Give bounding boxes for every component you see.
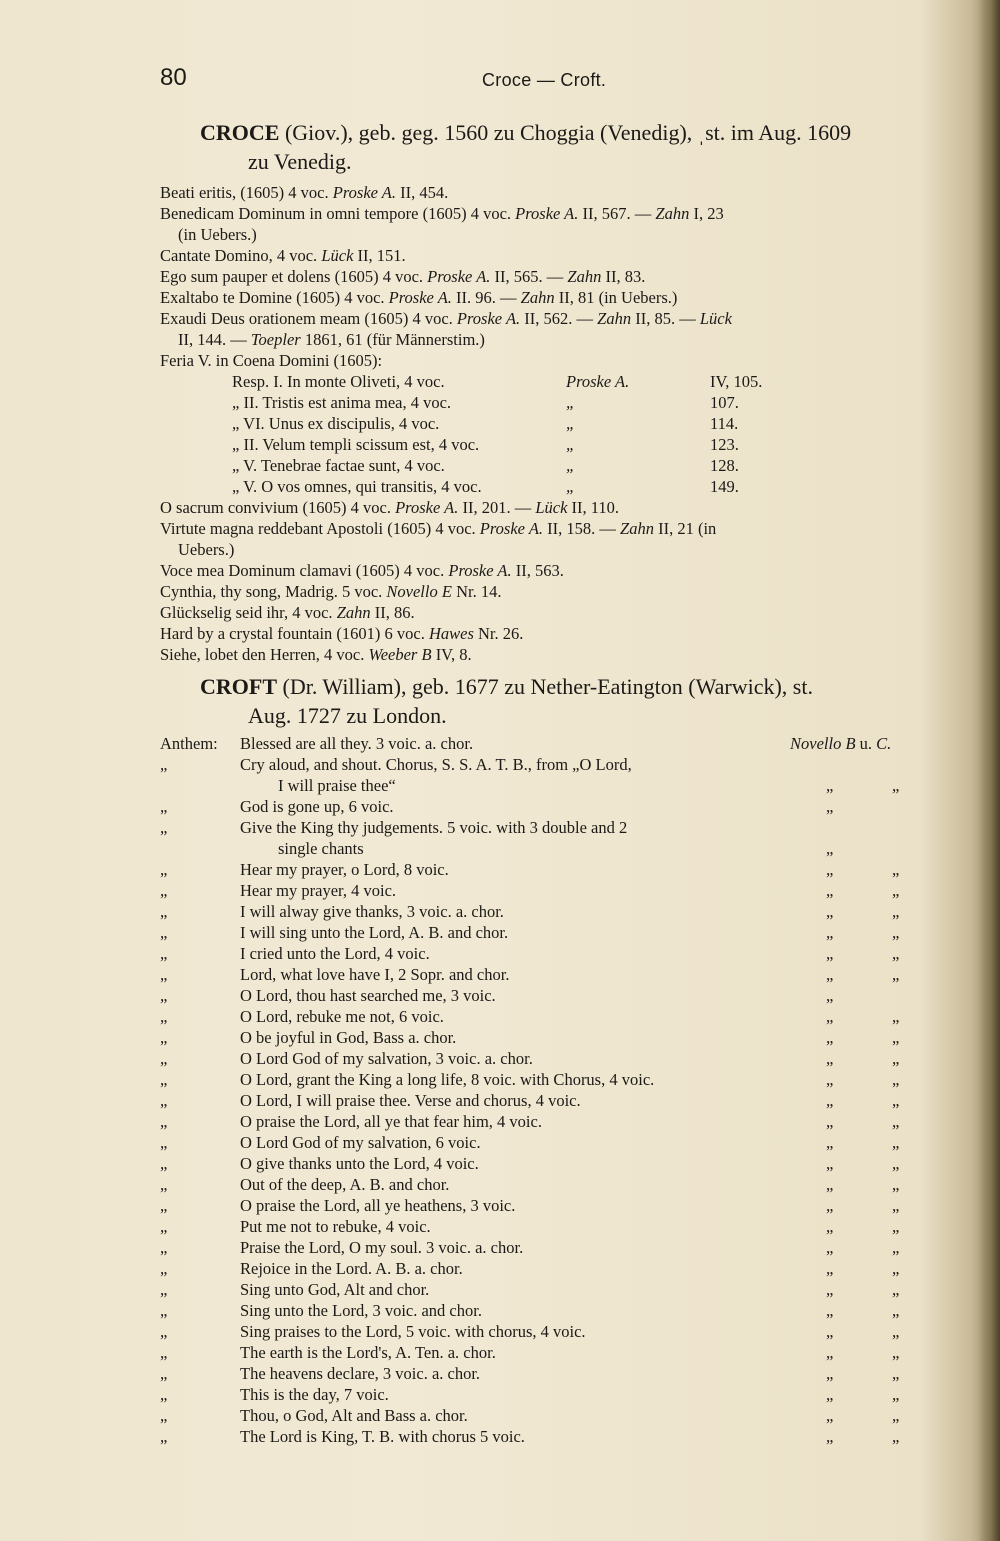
source-detail: II, 565. — (490, 267, 568, 286)
work-entry (160, 644, 940, 665)
source-ref: Toepler (250, 330, 301, 349)
work-title: Hard by a crystal fountain (1601) 6 voc. (160, 624, 429, 643)
ditto-mark: „ (826, 1154, 834, 1173)
work-entry (160, 245, 940, 266)
responsorium-title: „ II. Velum templi scissum est, 4 voc. (232, 435, 480, 454)
ditto-mark: „ (826, 1049, 834, 1068)
anthem-lead: „ (160, 1364, 168, 1383)
anthem-row (160, 1405, 940, 1426)
responsorium-source: „ (566, 477, 576, 496)
ditto-mark: „ (826, 1196, 834, 1215)
anthem-list (160, 733, 940, 1447)
anthem-row (160, 901, 940, 922)
anthem-title: This is the day, 7 voic. (240, 1385, 389, 1404)
work-title: Ego sum pauper et dolens (1605) 4 voc. (160, 267, 428, 286)
croft-heading (200, 672, 940, 730)
responsorium-title: „ II. Tristis est anima mea, 4 voc. (232, 393, 452, 412)
anthem-lead: „ (160, 965, 168, 984)
responsorium-row (232, 371, 792, 392)
ditto-mark: „ (892, 860, 900, 879)
responsorium-title: „ V. Tenebrae factae sunt, 4 voc. (232, 456, 445, 475)
source-detail: Nr. 14. (451, 582, 502, 601)
running-title: Croce — Croft. (482, 70, 607, 90)
ditto-mark: „ (826, 881, 834, 900)
anthem-title: Sing unto the Lord, 3 voic. and chor. (240, 1301, 482, 1320)
ditto-mark: „ (826, 860, 834, 879)
ditto-mark: „ (826, 1070, 834, 1089)
work-title: Glückselig seid ihr, 4 voc. (160, 603, 337, 622)
source-detail: II, 83. (601, 267, 646, 286)
composer-bio: (Giov.), geb. geg. 1560 zu Choggia (Venedig), ˌst. im Aug. 1609 (279, 120, 852, 145)
source-detail: II, 454. (396, 183, 449, 202)
ditto-mark: „ (826, 1406, 834, 1425)
anthem-row (160, 817, 940, 838)
source-detail: Uebers.) (178, 540, 235, 559)
source-detail: II, 86. (370, 603, 415, 622)
source-detail: II, 85. — (631, 309, 700, 328)
source-detail: II, 158. — (543, 519, 621, 538)
work-entry (160, 560, 940, 581)
source-ref: Proske A. (427, 267, 491, 286)
anthem-row (160, 1006, 940, 1027)
ditto-mark: „ (892, 881, 900, 900)
ditto-mark: „ (826, 944, 834, 963)
ditto-mark: „ (892, 1028, 900, 1047)
ditto-mark: „ (892, 1364, 900, 1383)
source-detail: (in Uebers.) (178, 225, 257, 244)
anthem-row (160, 1342, 940, 1363)
anthem-title: O praise the Lord, all ye heathens, 3 voic. (240, 1196, 516, 1215)
anthem-title: O Lord God of my salvation, 6 voic. (240, 1133, 481, 1152)
ditto-mark: „ (892, 1280, 900, 1299)
composer-bio-continued: Aug. 1727 zu London. (248, 703, 447, 728)
work-entry (160, 518, 940, 560)
anthem-title: O Lord, rebuke me not, 6 voic. (240, 1007, 444, 1026)
anthem-title: The Lord is King, T. B. with chorus 5 voic. (240, 1427, 525, 1446)
ditto-mark: „ (826, 1238, 834, 1257)
responsorium-row (232, 455, 792, 476)
ditto-mark: „ (826, 839, 834, 858)
anthem-row (160, 1237, 940, 1258)
anthem-title: O praise the Lord, all ye that fear him, 4 voic. (240, 1112, 542, 1131)
ditto-mark: „ (826, 1343, 834, 1362)
anthem-lead: „ (160, 1427, 168, 1446)
anthem-title: Thou, o God, Alt and Bass a. chor. (240, 1406, 468, 1425)
anthem-lead: „ (160, 818, 168, 837)
anthem-title: Rejoice in the Lord. A. B. a. chor. (240, 1259, 463, 1278)
anthem-title: The heavens declare, 3 voic. a. chor. (240, 1364, 481, 1383)
anthem-row (160, 1321, 940, 1342)
anthem-row (160, 733, 940, 754)
work-title: Cantate Domino, 4 voc. (160, 246, 322, 265)
composer-name: CROFT (200, 674, 277, 699)
responsorium-source: „ (566, 435, 576, 454)
anthem-row (160, 1132, 940, 1153)
responsorium-ref: 149. (710, 477, 739, 496)
responsorium-title: Resp. I. In monte Oliveti, 4 voc. (232, 372, 445, 391)
anthem-row (160, 1174, 940, 1195)
responsorium-row (232, 476, 792, 497)
anthem-row (160, 1384, 940, 1405)
source-ref: Lück (699, 309, 732, 328)
ditto-mark: „ (892, 1259, 900, 1278)
ditto-mark: „ (892, 1343, 900, 1362)
anthem-title: Give the King thy judgements. 5 voic. with 3 double and 2 (240, 818, 628, 837)
work-title: Siehe, lobet den Herren, 4 voc. (160, 645, 369, 664)
ditto-mark: „ (826, 1028, 834, 1047)
responsorium-row (232, 413, 792, 434)
source-ref: Lück (535, 498, 568, 517)
ditto-mark: „ (892, 1385, 900, 1404)
anthem-title: Lord, what love have I, 2 Sopr. and chor. (240, 965, 510, 984)
anthem-title: Praise the Lord, O my soul. 3 voic. a. chor. (240, 1238, 524, 1257)
ditto-mark: „ (826, 797, 834, 816)
anthem-lead: „ (160, 1301, 168, 1320)
anthem-row (160, 1258, 940, 1279)
anthem-title: O Lord God of my salvation, 3 voic. a. chor. (240, 1049, 533, 1068)
source-ref: Zahn (567, 267, 602, 286)
responsorium-ref: 107. (710, 393, 739, 412)
anthem-title: The earth is the Lord's, A. Ten. a. chor. (240, 1343, 496, 1362)
responsorium-ref: IV, 105. (710, 372, 763, 391)
source-detail: II, 567. — (578, 204, 656, 223)
responsorium-ref: 123. (710, 435, 739, 454)
anthem-row (160, 1090, 940, 1111)
work-title: Benedicam Dominum in omni tempore (1605) 4 voc. (160, 204, 516, 223)
source-ref: Zahn (620, 519, 654, 538)
anthem-row (160, 1363, 940, 1384)
page-edge-shadow (978, 0, 1000, 1541)
anthem-lead: „ (160, 1070, 168, 1089)
responsorium-source: „ (566, 414, 576, 433)
anthem-lead: „ (160, 986, 168, 1005)
ditto-mark: „ (892, 1007, 900, 1026)
source-ref: Zahn (597, 309, 632, 328)
anthem-row (160, 985, 940, 1006)
anthem-row (160, 1279, 940, 1300)
anthem-row (160, 1111, 940, 1132)
work-title: Cynthia, thy song, Madrig. 5 voc. (160, 582, 387, 601)
ditto-mark: „ (826, 923, 834, 942)
composer-bio: (Dr. William), geb. 1677 zu Nether-Eatington (Warwick), st. (277, 674, 813, 699)
anthem-row (160, 859, 940, 880)
work-entry (160, 350, 940, 371)
ditto-mark: „ (892, 923, 900, 942)
ditto-mark: „ (892, 1070, 900, 1089)
source-ref: Proske A. (456, 309, 521, 328)
anthem-lead: „ (160, 755, 168, 774)
work-entry (160, 602, 940, 623)
anthem-lead: „ (160, 1322, 168, 1341)
anthem-lead: „ (160, 1259, 168, 1278)
work-title: Voce mea Dominum clamavi (1605) 4 voc. (160, 561, 449, 580)
ditto-mark: „ (826, 1007, 834, 1026)
source-detail: I, 23 (689, 204, 724, 223)
work-entry-continued (160, 329, 940, 350)
ditto-mark: „ (826, 1091, 834, 1110)
anthem-lead: „ (160, 1238, 168, 1257)
anthem-title: Hear my prayer, 4 voic. (240, 881, 397, 900)
source-ref: Proske A. (395, 498, 459, 517)
anthem-row (160, 1216, 940, 1237)
page-header (0, 64, 1000, 104)
work-entry (160, 497, 940, 518)
anthem-lead: „ (160, 1049, 168, 1068)
anthem-title: Sing praises to the Lord, 5 voic. with chorus, 4 voic. (240, 1322, 586, 1341)
anthem-title: Sing unto God, Alt and chor. (240, 1280, 430, 1299)
anthem-row (160, 1426, 940, 1447)
ditto-mark: „ (826, 1175, 834, 1194)
ditto-mark: „ (826, 1259, 834, 1278)
ditto-mark: „ (826, 1217, 834, 1236)
source-detail: II, 563. (511, 561, 564, 580)
anthem-title: Blessed are all they. 3 voic. a. chor. (240, 734, 474, 753)
anthem-row (160, 1048, 940, 1069)
anthem-title: O Lord, I will praise thee. Verse and chorus, 4 voic. (240, 1091, 581, 1110)
ditto-mark: „ (826, 965, 834, 984)
anthem-lead: „ (160, 1154, 168, 1173)
ditto-mark: „ (826, 1133, 834, 1152)
anthem-title: God is gone up, 6 voic. (240, 797, 394, 816)
source-ref: Proske A. (515, 204, 579, 223)
responsorium-source: Proske A. (566, 372, 630, 391)
work-title: Beati eritis, (1605) 4 voc. (160, 183, 333, 202)
anthem-row (160, 1300, 940, 1321)
ditto-mark: „ (826, 902, 834, 921)
responsorium-title: „ VI. Unus ex discipulis, 4 voc. (232, 414, 440, 433)
anthem-lead: „ (160, 860, 168, 879)
work-entry-continued (160, 539, 940, 560)
source-detail: Nr. 26. (473, 624, 524, 643)
anthem-source (790, 733, 891, 754)
anthem-lead: „ (160, 1133, 168, 1152)
work-title: Exaltabo te Domine (1605) 4 voc. (160, 288, 389, 307)
responsorium-source: „ (566, 456, 576, 475)
ditto-mark: „ (892, 944, 900, 963)
responsoria-table (232, 371, 792, 497)
source-ref: Hawes (428, 624, 474, 643)
source-detail: u. (855, 734, 877, 753)
ditto-mark: „ (892, 1154, 900, 1173)
anthem-lead: „ (160, 1217, 168, 1236)
source-ref: Novello B (790, 734, 856, 753)
ditto-mark: „ (826, 1112, 834, 1131)
work-entry (160, 623, 940, 644)
ditto-mark: „ (826, 1364, 834, 1383)
anthem-lead: „ (160, 1406, 168, 1425)
responsorium-row (232, 392, 792, 413)
anthem-title: O give thanks unto the Lord, 4 voic. (240, 1154, 479, 1173)
anthem-lead: „ (160, 797, 168, 816)
ditto-mark: „ (892, 965, 900, 984)
ditto-mark: „ (826, 1427, 834, 1446)
ditto-mark: „ (826, 1301, 834, 1320)
work-title: Virtute magna reddebant Apostoli (1605) 4 voc. (160, 519, 480, 538)
anthem-title: I will sing unto the Lord, A. B. and chor. (240, 923, 509, 942)
work-title: O sacrum convivium (1605) 4 voc. (160, 498, 396, 517)
ditto-mark: „ (892, 1175, 900, 1194)
source-ref: Proske A. (388, 288, 452, 307)
source-ref: Proske A. (448, 561, 512, 580)
work-entry-continued (160, 224, 940, 245)
source-ref: C. (876, 734, 892, 753)
source-detail: 1861, 61 (für Männerstim.) (300, 330, 485, 349)
ditto-mark: „ (892, 1322, 900, 1341)
anthem-title: O Lord, thou hast searched me, 3 voic. (240, 986, 496, 1005)
anthem-title: Hear my prayer, o Lord, 8 voic. (240, 860, 449, 879)
ditto-mark: „ (892, 1301, 900, 1320)
anthem-title: Out of the deep, A. B. and chor. (240, 1175, 450, 1194)
work-entry (160, 308, 940, 350)
anthem-row (160, 964, 940, 985)
ditto-mark: „ (892, 1112, 900, 1131)
responsorium-title: „ V. O vos omnes, qui transitis, 4 voc. (232, 477, 482, 496)
anthem-row (160, 1027, 940, 1048)
ditto-mark: „ (892, 1406, 900, 1425)
work-entry (160, 182, 940, 203)
page-number: 80 (160, 64, 187, 91)
responsorium-ref: 128. (710, 456, 739, 475)
source-detail: II, 21 (in (653, 519, 717, 538)
anthem-lead: „ (160, 1196, 168, 1215)
anthem-lead: „ (160, 1280, 168, 1299)
source-ref: Lück (321, 246, 354, 265)
source-detail: II, 151. (353, 246, 406, 265)
anthem-lead: „ (160, 881, 168, 900)
anthem-title-continued: I will praise thee“ (278, 776, 396, 795)
anthem-lead: „ (160, 1091, 168, 1110)
anthem-title: O Lord, grant the King a long life, 8 voic. with Chorus, 4 voic. (240, 1070, 655, 1089)
anthem-title: O be joyful in God, Bass a. chor. (240, 1028, 457, 1047)
ditto-mark: „ (826, 1385, 834, 1404)
source-detail: II, 201. — (458, 498, 536, 517)
anthem-lead: „ (160, 923, 168, 942)
source-detail: II, 81 (in Uebers.) (554, 288, 678, 307)
ditto-mark: „ (892, 1427, 900, 1446)
anthem-lead: „ (160, 1028, 168, 1047)
responsorium-ref: 114. (710, 414, 739, 433)
ditto-mark: „ (892, 1217, 900, 1236)
anthem-row (160, 796, 940, 817)
source-detail: II. 96. — (451, 288, 521, 307)
anthem-lead: „ (160, 944, 168, 963)
anthem-title: Put me not to rebuke, 4 voic. (240, 1217, 431, 1236)
anthem-title: I will alway give thanks, 3 voic. a. chor. (240, 902, 504, 921)
ditto-mark: „ (826, 1280, 834, 1299)
anthem-lead: „ (160, 1343, 168, 1362)
anthem-row (160, 838, 940, 859)
source-ref: Proske A. (332, 183, 397, 202)
source-ref: Proske A. (479, 519, 544, 538)
anthem-lead: „ (160, 1385, 168, 1404)
source-detail: II, 562. — (520, 309, 598, 328)
ditto-mark: „ (892, 1091, 900, 1110)
croce-works-list (160, 182, 940, 371)
anthem-title: Cry aloud, and shout. Chorus, S. S. A. T. B., from „O Lord, (240, 755, 632, 774)
work-entry (160, 203, 940, 245)
work-title: Exaudi Deus orationem meam (1605) 4 voc. (160, 309, 457, 328)
anthem-title: I cried unto the Lord, 4 voic. (240, 944, 430, 963)
work-title: Feria V. in Coena Domini (1605): (160, 351, 383, 370)
composer-name: CROCE (200, 120, 280, 145)
anthem-lead: „ (160, 1175, 168, 1194)
anthem-lead: „ (160, 1007, 168, 1026)
work-entry (160, 581, 940, 602)
anthem-lead: „ (160, 1112, 168, 1131)
anthem-row (160, 754, 940, 775)
ditto-mark: „ (892, 1238, 900, 1257)
anthem-row (160, 1195, 940, 1216)
ditto-mark: „ (892, 1133, 900, 1152)
croce-works-list-continued (160, 497, 940, 665)
ditto-mark: „ (892, 902, 900, 921)
anthem-lead: „ (160, 902, 168, 921)
ditto-mark: „ (892, 776, 900, 795)
work-entry (160, 287, 940, 308)
responsorium-source: „ (566, 393, 576, 412)
composer-bio-continued: zu Venedig. (248, 149, 352, 174)
source-detail: II, 110. (567, 498, 620, 517)
ditto-mark: „ (892, 1196, 900, 1215)
ditto-mark: „ (826, 986, 834, 1005)
source-detail: IV, 8. (431, 645, 472, 664)
source-ref: Zahn (520, 288, 555, 307)
anthem-row (160, 1069, 940, 1090)
responsorium-row (232, 434, 792, 455)
ditto-mark: „ (826, 1322, 834, 1341)
ditto-mark: „ (826, 776, 834, 795)
anthem-row (160, 922, 940, 943)
source-ref: Zahn (336, 603, 371, 622)
source-detail: II, 144. — (178, 330, 251, 349)
anthem-row (160, 880, 940, 901)
source-ref: Zahn (655, 204, 690, 223)
source-ref: Novello E (386, 582, 452, 601)
anthem-row (160, 943, 940, 964)
anthem-title-continued: single chants (278, 839, 364, 858)
anthem-row (160, 775, 940, 796)
work-entry (160, 266, 940, 287)
anthem-row (160, 1153, 940, 1174)
croce-heading (200, 118, 940, 176)
ditto-mark: „ (892, 1049, 900, 1068)
source-ref: Weeber B (368, 645, 432, 664)
anthem-lead: Anthem: (160, 734, 218, 753)
